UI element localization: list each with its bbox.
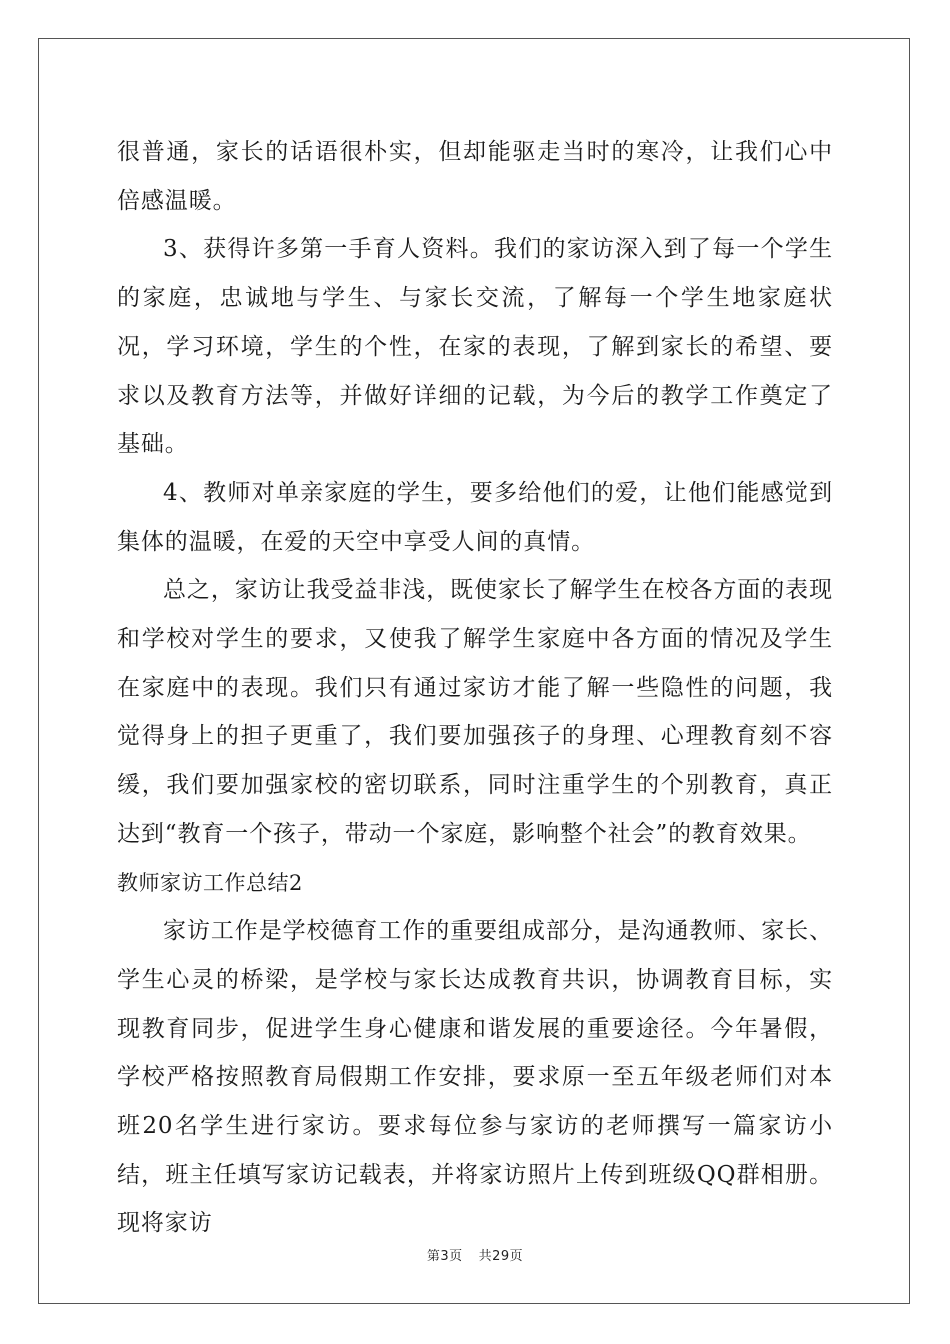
section-heading: 教师家访工作总结2: [117, 870, 303, 895]
paragraph-4: 总之，家访让我受益非浅，既使家长了解学生在校各方面的表现和学校对学生的要求，又使我了解学生家庭中各方面的情况及学生在家庭中的表现。我们只有通过家访才能了解一些隐性的问题，我觉得身上的担子更重了，我们要加强孩子的身理、心理教育刻不容缓，我们要加强家校的密切联系，同时注重学生的个别教育，真正达到“教育一个孩子，带动一个家庭，影响整个社会”的教育效果。: [117, 577, 833, 847]
page-footer: [0, 1245, 950, 1264]
paragraph-2: 3、获得许多第一手育人资料。我们的家访深入到了每一个学生的家庭，忠诚地与学生、与家长交流，了解每一个学生地家庭状况，学习环境，学生的个性，在家的表现，了解到家长的希望、要求以及教育方法等，并做好详细的记载，为今后的教学工作奠定了基础。: [117, 236, 833, 458]
current-page-number: 第3页: [426, 1249, 463, 1264]
paragraph-3: 4、教师对单亲家庭的学生，要多给他们的爱，让他们能感觉到集体的温暖，在爱的天空中享受人间的真情。: [117, 479, 833, 555]
document-body: [117, 128, 833, 1248]
total-page-count: 共29页: [478, 1249, 524, 1264]
section-paragraph-1: 家访工作是学校德育工作的重要组成部分，是沟通教师、家长、学生心灵的桥梁，是学校与家长达成教育共识，协调教育目标，实现教育同步，促进学生身心健康和谐发展的重要途径。今年暑假，学校严格按照教育局假期工作安排，要求原一至五年级老师们对本班20名学生进行家访。要求每位参与家访的老师撰写一篇家访小结，班主任填写家访记载表，并将家访照片上传到班级QQ群相册。现将家访: [117, 918, 833, 1237]
paragraph-1: 很普通，家长的话语很朴实，但却能驱走当时的寒冷，让我们心中倍感温暖。: [117, 139, 833, 214]
